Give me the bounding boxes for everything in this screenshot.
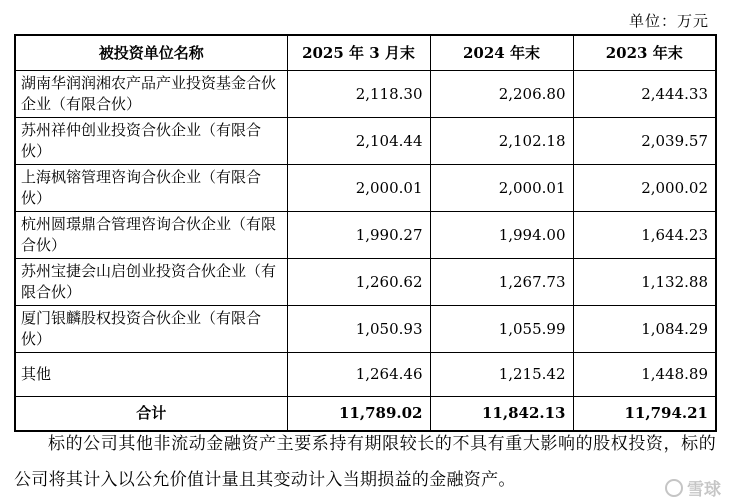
table-row <box>15 118 716 165</box>
value-2023: 2,444.33 <box>573 71 716 118</box>
header-2025-q1: 2025 年 3 月末 <box>287 35 430 71</box>
investee-name: 苏州宝捷会山启创业投资合伙企业（有限合伙） <box>15 259 287 306</box>
value-2023: 1,084.29 <box>573 306 716 353</box>
table-header-row <box>15 35 716 71</box>
watermark <box>665 475 721 500</box>
value-2025-q1: 2,104.44 <box>287 118 430 165</box>
watermark-text: 雪球 <box>687 480 721 500</box>
value-2025-q1: 1,050.93 <box>287 306 430 353</box>
table-row <box>15 259 716 306</box>
value-2024: 1,055.99 <box>430 306 573 353</box>
value-2024: 2,000.01 <box>430 165 573 212</box>
value-2023: 2,039.57 <box>573 118 716 165</box>
description-paragraph: 标的公司其他非流动金融资产主要系持有期限较长的不具有重大影响的股权投资，标的公司将其计入以公允价值计量且其变动计入当期损益的金融资产。 <box>14 434 716 490</box>
value-2024: 1,267.73 <box>430 259 573 306</box>
header-2024: 2024 年末 <box>430 35 573 71</box>
value-2024: 2,206.80 <box>430 71 573 118</box>
table-row <box>15 71 716 118</box>
investee-name: 厦门银麟股权投资合伙企业（有限合伙） <box>15 306 287 353</box>
table-row <box>15 306 716 353</box>
unit-label: 单位：万元 <box>628 12 709 30</box>
value-2023: 1,132.88 <box>573 259 716 306</box>
header-investee-name: 被投资单位名称 <box>15 35 287 71</box>
value-2025-q1: 2,000.01 <box>287 165 430 212</box>
investee-name: 其他 <box>15 353 287 397</box>
total-2024: 11,842.13 <box>430 397 573 431</box>
value-2025-q1: 1,990.27 <box>287 212 430 259</box>
value-2023: 1,448.89 <box>573 353 716 397</box>
header-2023: 2023 年末 <box>573 35 716 71</box>
investee-name: 上海枫镕管理咨询合伙企业（有限合伙） <box>15 165 287 212</box>
investee-name: 苏州祥仲创业投资合伙企业（有限合伙） <box>15 118 287 165</box>
value-2023: 1,644.23 <box>573 212 716 259</box>
table-row <box>15 353 716 397</box>
investee-name: 杭州圆璟鼎合管理咨询合伙企业（有限合伙） <box>15 212 287 259</box>
value-2025-q1: 2,118.30 <box>287 71 430 118</box>
value-2024: 1,215.42 <box>430 353 573 397</box>
value-2025-q1: 1,264.46 <box>287 353 430 397</box>
table-row <box>15 165 716 212</box>
value-2025-q1: 1,260.62 <box>287 259 430 306</box>
value-2023: 2,000.02 <box>573 165 716 212</box>
value-2024: 1,994.00 <box>430 212 573 259</box>
investee-name: 湖南华润润湘农产品产业投资基金合伙企业（有限合伙） <box>15 71 287 118</box>
total-2023: 11,794.21 <box>573 397 716 431</box>
value-2024: 2,102.18 <box>430 118 573 165</box>
total-label: 合计 <box>15 397 287 431</box>
investment-table <box>14 34 717 432</box>
watermark-logo-icon <box>665 479 683 497</box>
table-row <box>15 212 716 259</box>
total-2025-q1: 11,789.02 <box>287 397 430 431</box>
